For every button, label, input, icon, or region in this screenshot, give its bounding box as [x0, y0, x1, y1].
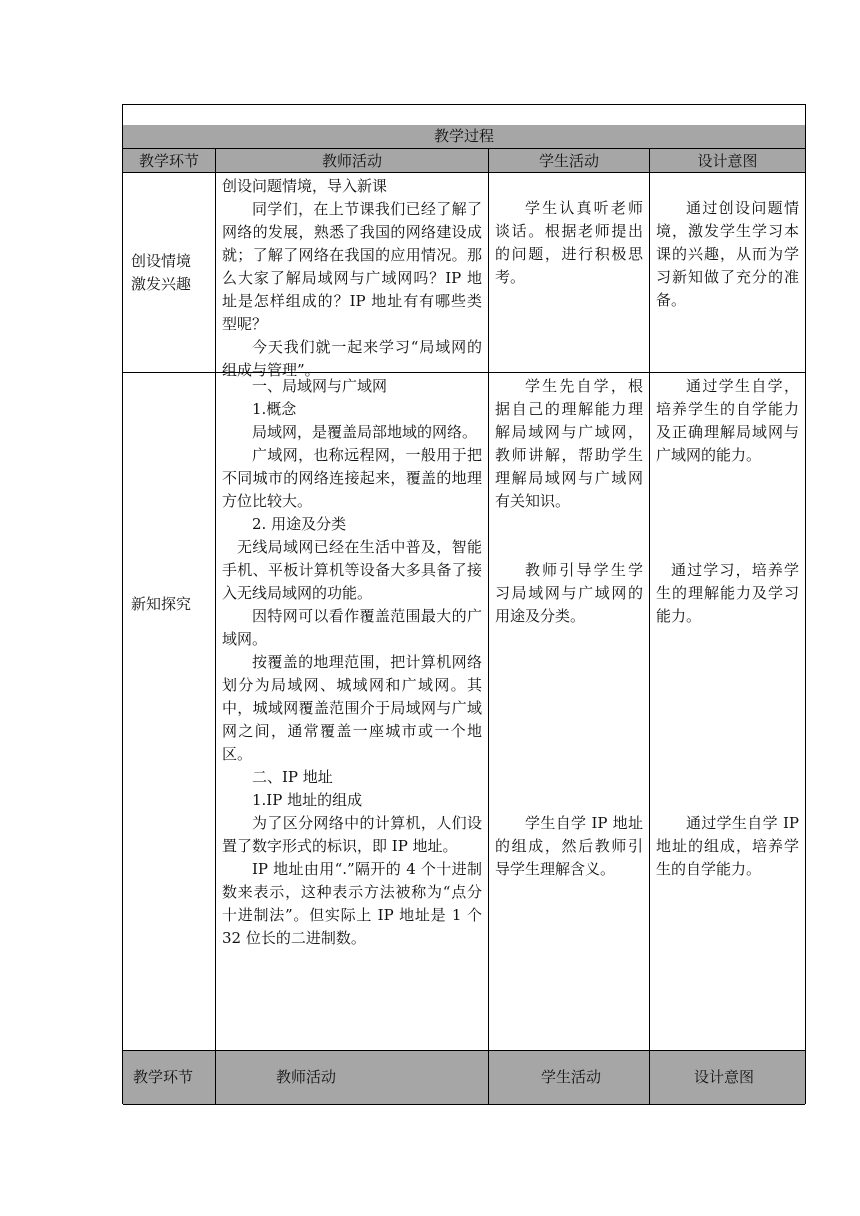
intent-paragraph: 通过创设问题情境，激发学生学习本课的兴趣，从而为学习新知做了充分的准备。	[656, 199, 799, 309]
lesson-process-table	[122, 104, 806, 1104]
teacher-cell-2	[216, 373, 489, 1051]
teacher-paragraph: 今天我们就一起来学习“局域网的组成与管理”。	[222, 338, 482, 379]
spacer	[656, 467, 799, 559]
stage-cell-1	[123, 173, 216, 373]
teacher-paragraph: 创设问题情境，导入新课	[222, 177, 388, 195]
intent-cell-1	[650, 173, 805, 373]
teacher-paragraph: 一、局域网与广域网	[252, 377, 388, 395]
teacher-paragraph: IP 地址由用“.”隔开的 4 个十进制数来表示，这种表示方法被称为“点分十进制法”。但实际上 IP 地址是 1 个 32 位长的二进制数。	[222, 860, 482, 947]
header-intent: 设计意图	[650, 149, 805, 173]
footer-stage: 教学环节	[123, 1051, 216, 1105]
teacher-paragraph: 因特网可以看作覆盖范围最大的广域网。	[222, 607, 482, 648]
intent-paragraph: 通过学生自学，培养学生的自学能力及正确理解局域网与广域网的能力。	[656, 377, 799, 464]
teacher-paragraph: 2. 用途及分类	[252, 515, 347, 533]
teacher-paragraph: 同学们，在上节课我们已经了解了网络的发展，熟悉了我国的网络建设成就；了解了网络在我国的应用情况。那么大家了解局域网与广域网吗？IP 地址是怎样组成的？IP 地址有有哪些类型呢？	[222, 200, 482, 333]
teacher-paragraph: 1.概念	[252, 400, 297, 418]
spacer	[495, 628, 643, 812]
student-paragraph: 学生自学 IP 地址的组成，然后教师引导学生理解含义。	[495, 814, 643, 878]
header-stage: 教学环节	[123, 149, 216, 173]
footer-intent: 设计意图	[650, 1051, 805, 1105]
student-paragraph: 学生先自学，根据自己的理解能力理解局域网与广域网，教师讲解，帮助学生理解局域网与广域网有关知识。	[495, 377, 643, 510]
student-cell-1	[489, 173, 650, 373]
footer-student: 学生活动	[489, 1051, 650, 1105]
stage-cell-2	[123, 373, 216, 1051]
intent-paragraph: 通过学习，培养学生的理解能力及学习能力。	[656, 561, 799, 625]
stage-line: 激发兴趣	[131, 274, 192, 293]
teacher-cell-1	[216, 173, 489, 379]
student-paragraph: 学生认真听老师谈话。根据老师提出的问题，进行积极思考。	[495, 199, 643, 286]
header-student: 学生活动	[489, 149, 650, 173]
teacher-paragraph: 无线局域网已经在生活中普及，智能手机、平板计算机等设备大多具备了接入无线局域网的功能。	[222, 538, 482, 602]
header-teacher: 教师活动	[216, 149, 489, 173]
intent-cell-2	[650, 373, 805, 1051]
student-paragraph: 教师引导学生学习局域网与广域网的用途及分类。	[495, 561, 643, 625]
footer-teacher: 教师活动	[216, 1051, 489, 1105]
student-cell-2	[489, 373, 650, 1051]
stage-line: 新知探究	[131, 595, 192, 613]
spacer	[495, 513, 643, 559]
teacher-paragraph: 1.IP 地址的组成	[252, 791, 363, 809]
teacher-paragraph: 二、IP 地址	[252, 768, 333, 786]
teacher-paragraph: 按覆盖的地理范围，把计算机网络划分为局域网、城域网和广域网。其中，城域网覆盖范围介于局域网与广域网之间，通常覆盖一座城市或一个地区。	[222, 653, 482, 763]
table-title: 教学过程	[123, 125, 805, 149]
blank-top-row	[123, 105, 805, 126]
spacer	[656, 628, 799, 812]
intent-paragraph: 通过学生自学 IP 地址的组成，培养学生的自学能力。	[656, 814, 799, 878]
teacher-paragraph: 为了区分网络中的计算机，人们设置了数字形式的标识，即 IP 地址。	[222, 814, 482, 855]
teacher-paragraph: 广域网，也称远程网，一般用于把不同城市的网络连接起来，覆盖的地理方位比较大。	[222, 446, 482, 510]
teacher-paragraph: 局域网，是覆盖局部地域的网络。	[252, 423, 478, 441]
stage-line: 创设情境	[131, 251, 192, 270]
